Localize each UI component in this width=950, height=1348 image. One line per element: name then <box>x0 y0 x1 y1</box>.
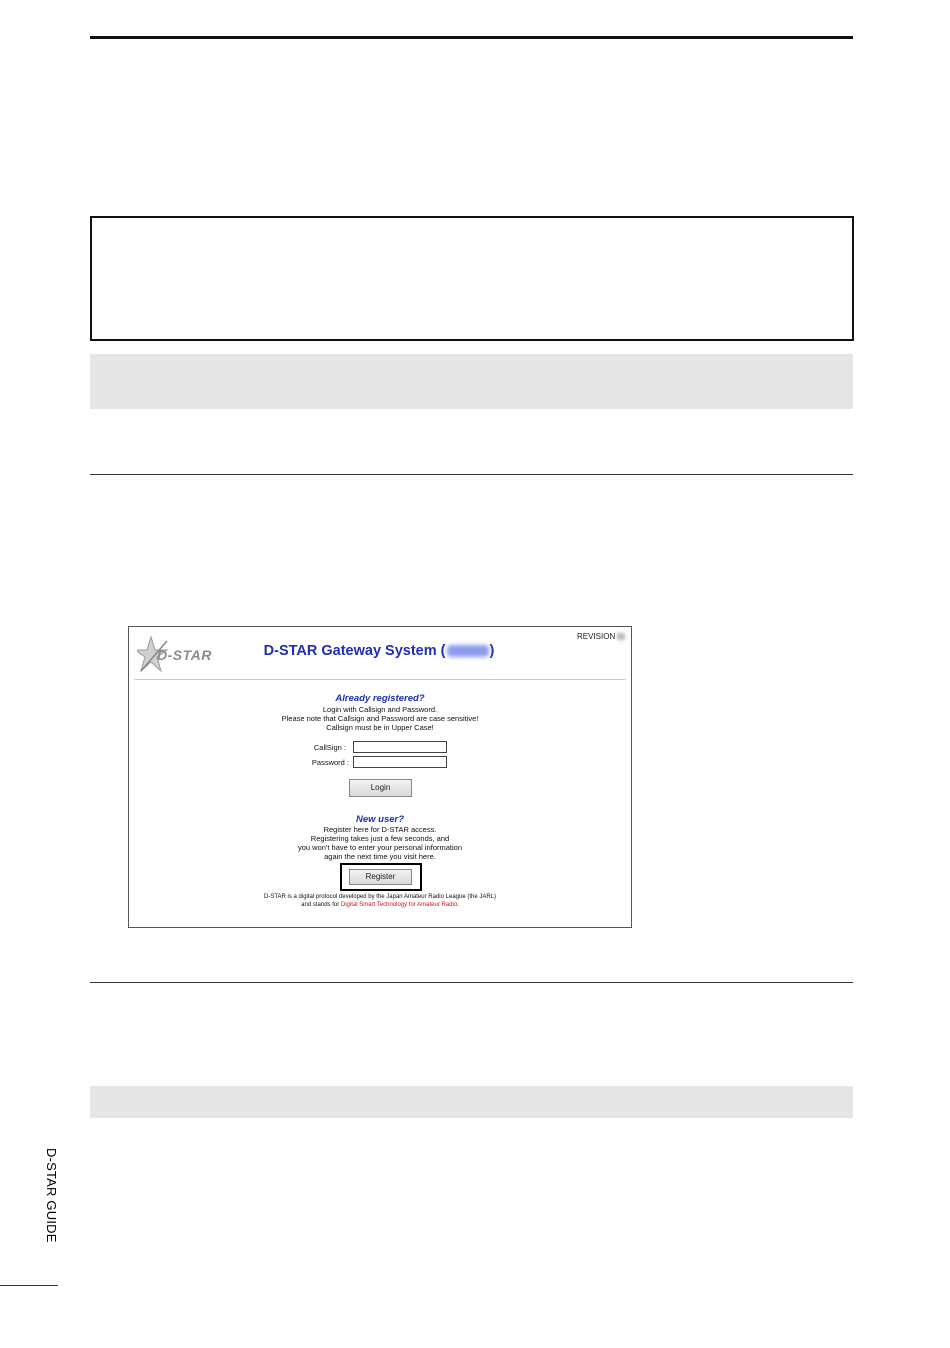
register-instructions <box>129 825 631 861</box>
footer-line-1: D-STAR is a digital protocol developed by the Japan Amateur Radio League (the JARL) <box>263 894 497 900</box>
login-line: Callsign must be in Upper Case! <box>326 723 434 732</box>
callsign-input[interactable] <box>353 741 447 753</box>
blurred-revision <box>617 633 625 640</box>
footer-red-text: Digital Smart Technology for Amateur Radio <box>340 901 458 908</box>
dstar-logo <box>137 635 223 675</box>
new-user-heading: New user? <box>355 814 405 825</box>
gateway-login-screenshot <box>128 626 632 928</box>
footer-rule <box>0 1285 58 1286</box>
header-divider <box>134 679 626 680</box>
title-prefix: D-STAR Gateway System ( <box>263 643 446 659</box>
login-button[interactable]: Login <box>349 779 412 797</box>
footer-note <box>129 894 631 909</box>
register-line: you won't have to enter your personal information <box>297 843 463 852</box>
gray-band-top <box>90 354 853 409</box>
login-instructions <box>129 705 631 732</box>
register-line: again the next time you visit here. <box>324 852 436 861</box>
password-label: Password : <box>311 758 349 767</box>
footer-line-2 <box>129 902 631 910</box>
revision-label: REVISION <box>577 632 616 641</box>
already-registered-heading: Already registered? <box>335 693 425 704</box>
revision <box>577 632 625 641</box>
page-title <box>229 643 529 659</box>
blurred-callsign <box>447 645 489 657</box>
footer-prefix: and stands for <box>301 901 341 908</box>
side-label-text: D-STAR GUIDE <box>44 1148 59 1243</box>
top-rule <box>90 36 853 39</box>
password-input[interactable] <box>353 756 447 768</box>
title-suffix: ) <box>489 643 495 659</box>
gray-band-bottom <box>90 1086 853 1118</box>
section-rule-2 <box>90 982 853 983</box>
callsign-label: CallSign : <box>313 743 346 752</box>
side-label <box>31 1148 71 1260</box>
login-line: Login with Callsign and Password. <box>322 705 438 714</box>
section-rule-1 <box>90 474 853 475</box>
register-line: Register here for D-STAR access. <box>323 825 437 834</box>
login-line: Please note that Callsign and Password are case sensitive! <box>281 714 479 723</box>
outlined-box <box>90 216 854 341</box>
register-line: Registering takes just a few seconds, and <box>310 834 450 843</box>
register-button[interactable]: Register <box>349 869 412 885</box>
logo-text: D-STAR <box>157 647 212 663</box>
footer-suffix: . <box>457 901 459 908</box>
